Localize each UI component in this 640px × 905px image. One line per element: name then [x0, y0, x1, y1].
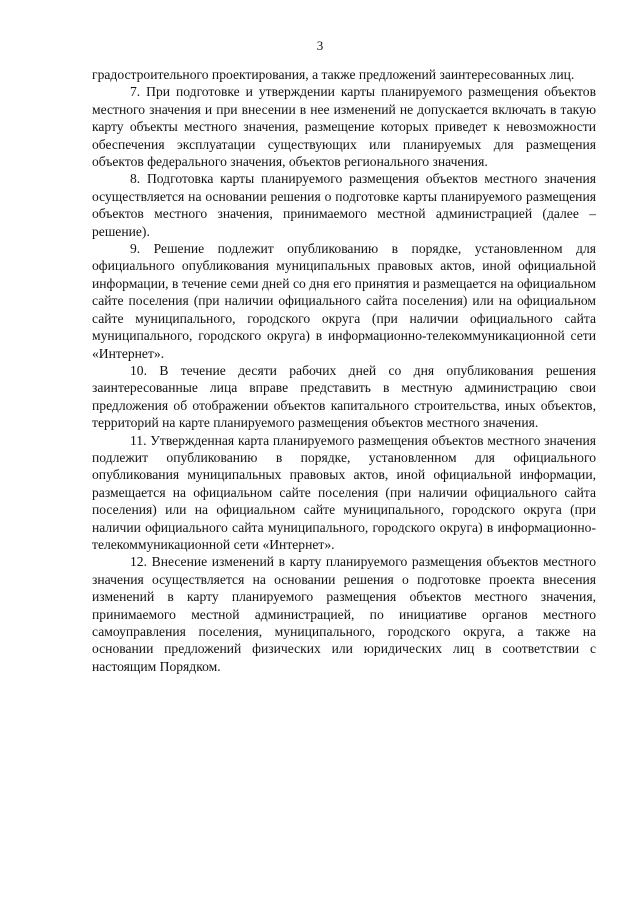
paragraph-item-11: 11. Утвержденная карта планируемого размещения объектов местного значения подлежит опубликованию в порядке, установленном для официального опубликования муниципальных правовых актов, иной официальной информации, размещается на официальном сайте поселения (при наличии официального сайта поселения) или на официальном сайте муниципального, городского округа (при наличии официального сайта муниципального, городского округа) в информационно-телекоммуникационной сети «Интернет». — [92, 432, 596, 552]
document-body — [92, 66, 596, 675]
paragraph-item-9: 9. Решение подлежит опубликованию в порядке, установленном для официального опубликования муниципальных правовых актов, иной официальной информации, в течение семи дней со дня его принятия и размещается на официальном сайте поселения (при наличии официального сайта поселения) или на официальном сайте муниципального, городского округа (при наличии официального сайта муниципального, городского округа) в информационно-телекоммуникационной сети «Интернет». — [92, 241, 596, 361]
paragraph-item-8: 8. Подготовка карты планируемого размещения объектов местного значения осуществляется на основании решения о подготовке карты планируемого размещения объектов местного значения, принимаемого местной администрацией (далее – решение). — [92, 171, 596, 239]
paragraph-item-10: 10. В течение десяти рабочих дней со дня опубликования решения заинтересованные лица вправе представить в местную администрацию свои предложения об отображении объектов капитального строительства, иных объектов, территорий на карте планируемого размещения объектов местного значения. — [92, 362, 596, 431]
paragraph-item-7: 7. При подготовке и утверждении карты планируемого размещения объектов местного значения и при внесении в нее изменений не допускается включать в такую карту объекты местного значения, размещение которых приведет к невозможности обеспечения эксплуатации существующих или планируемых для размещения объектов федерального значения, объектов регионального значения. — [92, 84, 596, 170]
paragraph-item-12: 12. Внесение изменений в карту планируемого размещения объектов местного значения осуществляется на основании решения о подготовке проекта внесения изменений в карту планируемого размещения объектов местного значения, принимаемого местной администрацией, по инициативе органов местного самоуправления поселения, муниципального, городского округа, а также на основании предложений физических или юридических лиц в соответствии с настоящим Порядком. — [92, 554, 596, 674]
page-number: 3 — [316, 38, 324, 53]
paragraph-continuation: градостроительного проектирования, а также предложений заинтересованных лиц. — [92, 67, 575, 82]
